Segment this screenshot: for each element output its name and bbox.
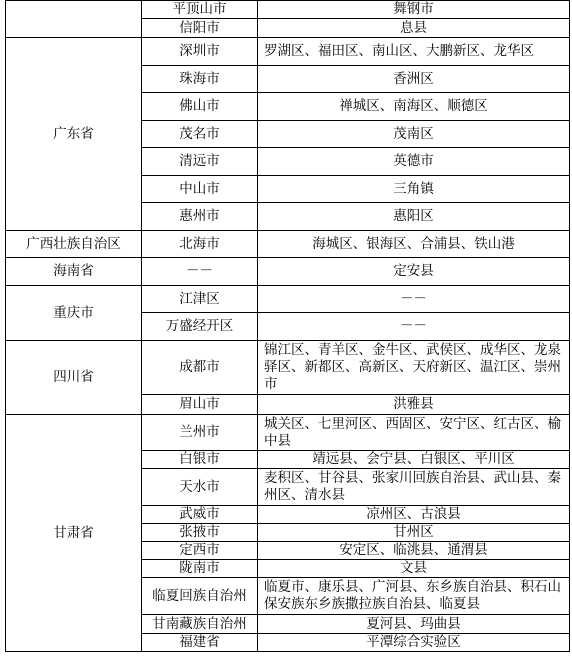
- districts-cell: 海城区、银海区、合浦县、铁山港: [258, 231, 570, 258]
- districts-cell: －－: [258, 313, 570, 341]
- city-cell: 北海市: [142, 231, 258, 258]
- province-cell: 重庆市: [6, 286, 142, 341]
- city-cell: 茂名市: [142, 121, 258, 148]
- districts-cell: 临夏市、康乐县、广河县、东乡族自治县、积石山保安族东乡族撒拉族自治县、临夏县: [258, 578, 570, 615]
- region-table-container: [5, 0, 570, 652]
- city-cell: 平顶山市: [142, 1, 258, 19]
- city-cell: 甘南藏族自治州: [142, 615, 258, 634]
- city-cell: 白银市: [142, 451, 258, 469]
- province-cell: 广东省: [6, 38, 142, 231]
- city-cell: －－: [142, 258, 258, 286]
- districts-cell: 城关区、七里河区、西固区、安宁区、红古区、榆中县: [258, 415, 570, 451]
- districts-cell: －－: [258, 286, 570, 313]
- table-row: [6, 415, 570, 451]
- city-cell: 陇南市: [142, 560, 258, 578]
- districts-cell: 惠阳区: [258, 203, 570, 231]
- districts-cell: 文县: [258, 560, 570, 578]
- city-cell: 中山市: [142, 176, 258, 203]
- districts-cell: 凉州区、古浪县: [258, 506, 570, 524]
- city-cell: 珠海市: [142, 66, 258, 93]
- city-cell: 天水市: [142, 469, 258, 506]
- province-cell: 福建省: [142, 634, 258, 652]
- districts-cell: 甘州区: [258, 524, 570, 542]
- city-cell: 定西市: [142, 542, 258, 560]
- city-cell: 惠州市: [142, 203, 258, 231]
- city-cell: 清远市: [142, 148, 258, 176]
- districts-cell: 洪雅县: [258, 395, 570, 415]
- districts-cell: 英德市: [258, 148, 570, 176]
- province-cell: 甘肃省: [6, 415, 142, 652]
- city-cell: 万盛经开区: [142, 313, 258, 341]
- city-cell: 江津区: [142, 286, 258, 313]
- city-cell: 临夏回族自治州: [142, 578, 258, 615]
- districts-cell: 禅城区、南海区、顺德区: [258, 93, 570, 121]
- districts-cell: 麦积区、甘谷县、张家川回族自治县、武山县、秦州区、清水县: [258, 469, 570, 506]
- districts-cell: 香洲区: [258, 66, 570, 93]
- province-cell: [6, 1, 142, 38]
- districts-cell: 靖远县、会宁县、白银区、平川区: [258, 451, 570, 469]
- table-row: [6, 38, 570, 66]
- city-cell: 兰州市: [142, 415, 258, 451]
- districts-cell: 夏河县、玛曲县: [258, 615, 570, 634]
- table-row: [6, 286, 570, 313]
- city-cell: 眉山市: [142, 395, 258, 415]
- province-cell: 海南省: [6, 258, 142, 286]
- districts-cell: 罗湖区、福田区、南山区、大鹏新区、龙华区: [258, 38, 570, 66]
- districts-cell: 锦江区、青羊区、金牛区、武侯区、成华区、龙泉驿区、新都区、高新区、天府新区、温江区、崇州市: [258, 341, 570, 395]
- city-cell: 成都市: [142, 341, 258, 395]
- city-cell: 武威市: [142, 506, 258, 524]
- districts-cell: 息县: [258, 19, 570, 38]
- region-table-body: [6, 1, 570, 652]
- districts-cell: 舞钢市: [258, 1, 570, 19]
- table-row: [6, 341, 570, 395]
- districts-cell: 三角镇: [258, 176, 570, 203]
- city-cell: 平潭综合实验区: [258, 634, 570, 652]
- districts-cell: 茂南区: [258, 121, 570, 148]
- table-row: [6, 231, 570, 258]
- province-cell: 四川省: [6, 341, 142, 415]
- city-cell: 深圳市: [142, 38, 258, 66]
- province-cell: 广西壮族自治区: [6, 231, 142, 258]
- districts-cell: 安定区、临洮县、通渭县: [258, 542, 570, 560]
- table-row: [6, 258, 570, 286]
- region-table: [5, 0, 570, 652]
- city-cell: 张掖市: [142, 524, 258, 542]
- table-row: [6, 1, 570, 19]
- city-cell: 佛山市: [142, 93, 258, 121]
- city-cell: 信阳市: [142, 19, 258, 38]
- districts-cell: 定安县: [258, 258, 570, 286]
